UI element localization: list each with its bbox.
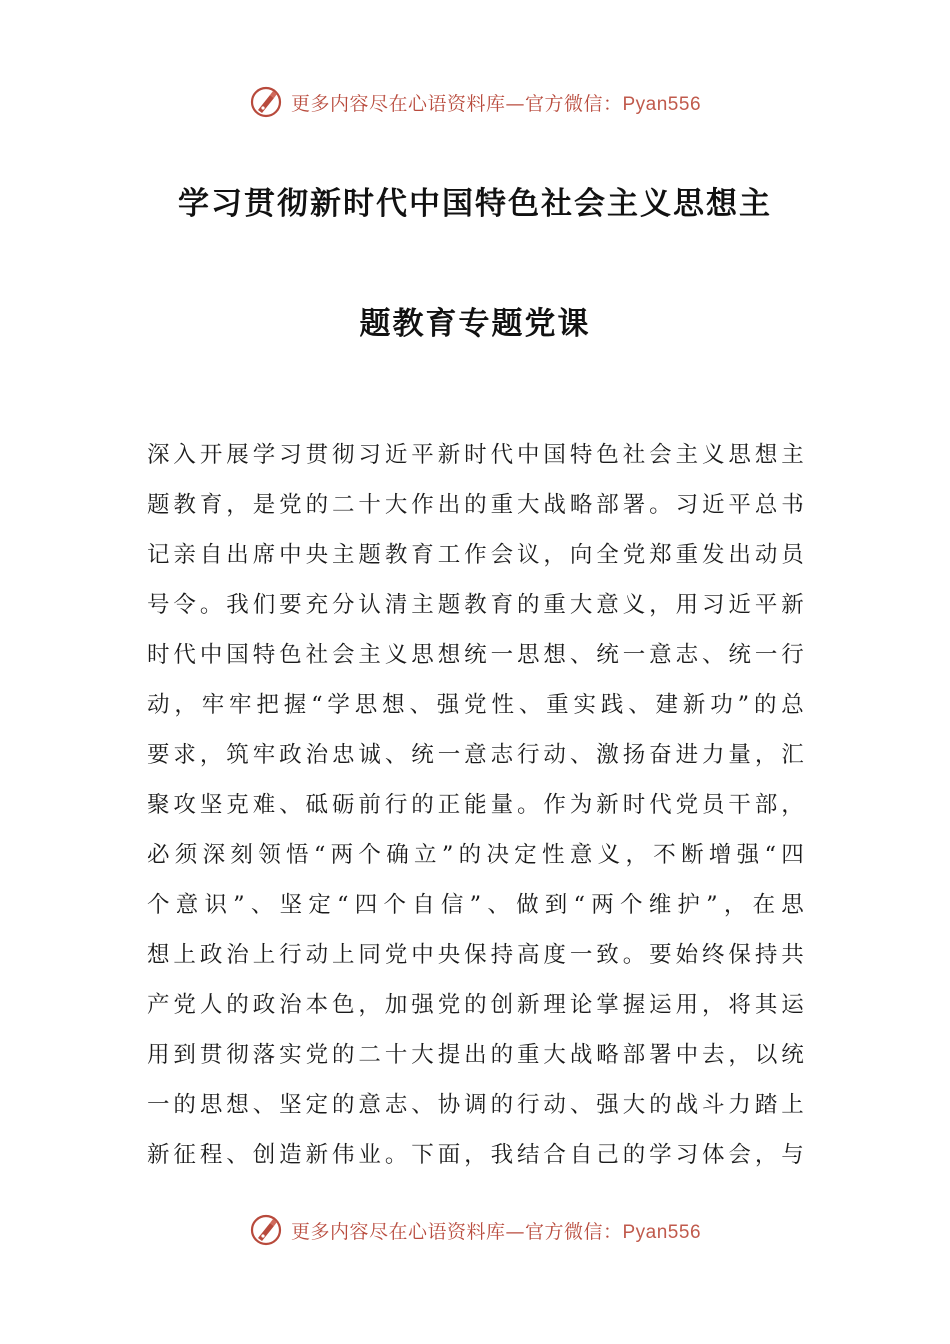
watermark-wechat-id: Pyan556 (622, 1221, 702, 1243)
watermark-text (291, 1217, 701, 1244)
pen-nib-logo-icon (249, 85, 283, 119)
body-line: 用到贯彻落实党的二十大提出的重大战略部署中去，以统 (147, 1042, 807, 1068)
body-line: 题教育，是党的二十大作出的重大战略部署。习近平总书 (147, 492, 807, 518)
document-body (147, 430, 807, 1180)
body-line: 想上政治上行动上同党中央保持高度一致。要始终保持共 (147, 942, 807, 968)
document-title-line-1: 学习贯彻新时代中国特色社会主义思想主 (178, 186, 772, 222)
body-line: 动，牢牢把握“学思想、强党性、重实践、建新功”的总 (147, 692, 807, 718)
watermark-site-text: 更多内容尽在心语资料库—官方微信： (290, 1220, 623, 1243)
body-line: 一的思想、坚定的意志、协调的行动、强大的战斗力踏上 (147, 1092, 807, 1118)
body-line: 聚攻坚克难、砥砺前行的正能量。作为新时代党员干部， (147, 792, 807, 818)
body-line: 深入开展学习贯彻习近平新时代中国特色社会主义思想主 (147, 442, 807, 468)
body-line: 记亲自出席中央主题教育工作会议，向全党郑重发出动员 (147, 542, 807, 568)
body-line: 新征程、创造新伟业。下面，我结合自己的学习体会，与 (147, 1142, 807, 1168)
body-line: 时代中国特色社会主义思想统一思想、统一意志、统一行 (147, 642, 807, 668)
body-line: 产党人的政治本色，加强党的创新理论掌握运用，将其运 (147, 992, 807, 1018)
body-line: 要求，筑牢政治忠诚、统一意志行动、激扬奋进力量，汇 (147, 742, 807, 768)
body-line: 个意识”、坚定“四个自信”、做到“两个维护”，在思 (147, 892, 807, 918)
watermark-banner-top (0, 82, 950, 122)
watermark-site-text: 更多内容尽在心语资料库—官方微信： (290, 92, 623, 115)
document-title-line-2: 题教育专题党课 (359, 306, 591, 342)
watermark-banner-bottom (0, 1210, 950, 1250)
watermark-wechat-id: Pyan556 (622, 93, 702, 115)
body-line: 必须深刻领悟“两个确立”的决定性意义，不断增强“四 (147, 842, 807, 868)
body-line: 号令。我们要充分认清主题教育的重大意义，用习近平新 (147, 592, 807, 618)
pen-nib-logo-icon (249, 1213, 283, 1247)
watermark-text (291, 89, 701, 116)
